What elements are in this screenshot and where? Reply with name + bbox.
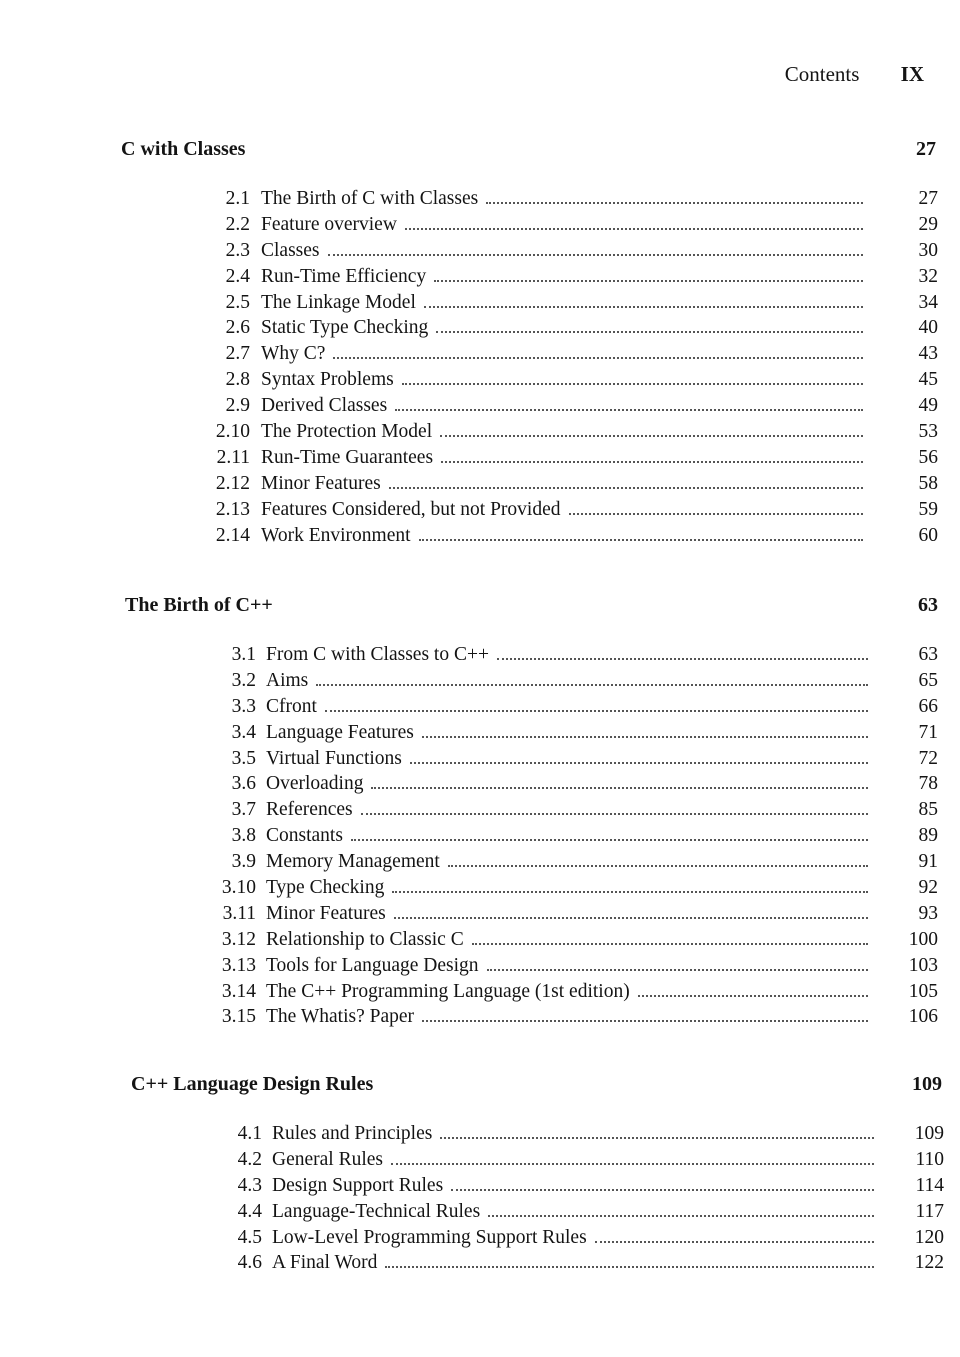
section-number: 2.7 xyxy=(225,343,250,365)
dot-leader xyxy=(441,460,863,463)
section-line xyxy=(266,748,872,770)
section-line xyxy=(261,266,867,288)
toc-entry xyxy=(0,981,960,1007)
toc-entry xyxy=(0,343,960,369)
section-title: Minor Features xyxy=(261,472,381,494)
section-title: The Birth of C with Classes xyxy=(261,188,479,209)
dot-leader xyxy=(440,434,863,437)
toc-entry xyxy=(0,1006,960,1032)
dot-leader xyxy=(436,330,863,333)
toc-entry xyxy=(0,188,960,214)
toc-entry xyxy=(0,748,960,774)
section-page: 117 xyxy=(915,1200,944,1222)
section-number: 2.2 xyxy=(225,213,250,235)
section-title: Static Type Checking xyxy=(261,317,429,339)
section-line xyxy=(261,214,867,236)
section-page: 72 xyxy=(918,747,938,769)
chapter-page: 63 xyxy=(918,594,938,616)
toc-entry xyxy=(0,266,960,292)
section-line xyxy=(266,696,872,718)
section-title: Features Considered, but not Provided xyxy=(261,498,561,520)
toc-entry xyxy=(0,722,960,748)
section-line xyxy=(261,525,867,547)
section-page: 43 xyxy=(918,343,938,365)
chapter-title: The Birth of C++ xyxy=(125,594,273,616)
section-number: 2.14 xyxy=(215,524,250,546)
section-line xyxy=(261,292,867,314)
section-title: A Final Word xyxy=(272,1252,378,1274)
section-number: 3.5 xyxy=(231,747,256,769)
section-line xyxy=(261,188,867,210)
section-number: 2.11 xyxy=(216,446,250,468)
section-line xyxy=(261,499,867,521)
section-line xyxy=(266,1006,872,1028)
toc-entry xyxy=(0,696,960,722)
section-number: 3.2 xyxy=(231,669,256,691)
toc-entry xyxy=(0,644,960,670)
toc-entry xyxy=(0,317,960,343)
chapter-heading xyxy=(0,1073,960,1103)
running-header-title: Contents xyxy=(784,62,860,86)
toc-entry xyxy=(0,1201,960,1227)
section-line xyxy=(261,317,867,339)
section-title: Feature overview xyxy=(261,213,397,235)
toc-entry xyxy=(0,903,960,929)
dot-leader xyxy=(422,735,868,738)
dot-leader xyxy=(595,1240,874,1243)
toc-entry xyxy=(0,929,960,955)
section-number: 3.3 xyxy=(231,695,256,717)
section-title: Relationship to Classic C xyxy=(266,928,464,950)
section-page: 120 xyxy=(914,1226,944,1248)
chapter-page: 27 xyxy=(916,138,936,160)
section-list xyxy=(0,188,960,550)
toc-entry xyxy=(0,214,960,240)
dot-leader xyxy=(394,916,868,919)
dot-leader xyxy=(638,994,868,997)
section-number: 3.9 xyxy=(231,851,256,873)
section-page: 92 xyxy=(918,877,938,899)
section-number: 4.2 xyxy=(237,1148,262,1170)
section-line xyxy=(266,877,872,899)
toc-entry xyxy=(0,369,960,395)
dot-leader xyxy=(472,942,868,945)
chapter-2 xyxy=(0,138,960,550)
section-number: 3.15 xyxy=(221,1006,256,1028)
section-title: Type Checking xyxy=(266,877,385,899)
section-page: 60 xyxy=(918,524,938,546)
toc-entry xyxy=(0,955,960,981)
section-line xyxy=(261,421,867,443)
section-title: References xyxy=(266,799,353,821)
section-title: The Linkage Model xyxy=(261,291,416,313)
dot-leader xyxy=(451,1188,874,1191)
section-line xyxy=(266,773,872,795)
section-number: 2.1 xyxy=(225,188,250,209)
section-title: Constants xyxy=(266,825,343,847)
section-number: 4.3 xyxy=(237,1174,262,1196)
section-number: 3.12 xyxy=(221,928,256,950)
section-page: 106 xyxy=(908,1006,938,1028)
section-number: 3.10 xyxy=(221,877,256,899)
section-number: 4.1 xyxy=(237,1123,262,1144)
section-line xyxy=(266,955,872,977)
section-line xyxy=(272,1149,878,1171)
section-title: Derived Classes xyxy=(261,395,388,417)
dot-leader xyxy=(405,227,863,230)
section-page: 29 xyxy=(918,213,938,235)
toc-entry xyxy=(0,799,960,825)
section-number: 2.13 xyxy=(215,498,250,520)
chapter-heading xyxy=(0,138,960,168)
running-header-page-number: IX xyxy=(900,62,924,86)
toc-entry xyxy=(0,877,960,903)
section-number: 4.4 xyxy=(237,1200,262,1222)
section-line xyxy=(272,1175,878,1197)
section-number: 3.13 xyxy=(221,954,256,976)
section-title: Overloading xyxy=(266,773,364,795)
dot-leader xyxy=(448,864,868,867)
section-title: General Rules xyxy=(272,1148,384,1170)
section-title: The C++ Programming Language (1st edition) xyxy=(266,980,630,1002)
section-page: 100 xyxy=(908,928,938,950)
toc-entry xyxy=(0,292,960,318)
section-title: From C with Classes to C++ xyxy=(266,644,489,665)
section-title: Rules and Principles xyxy=(272,1123,433,1144)
toc-entry xyxy=(0,447,960,473)
section-page: 110 xyxy=(915,1148,944,1170)
section-page: 63 xyxy=(918,644,938,665)
section-line xyxy=(272,1252,878,1274)
section-line xyxy=(266,851,872,873)
section-page: 122 xyxy=(914,1252,944,1274)
section-number: 2.4 xyxy=(225,265,250,287)
section-line xyxy=(261,343,867,365)
dot-leader xyxy=(486,201,863,204)
toc-entry xyxy=(0,395,960,421)
toc-entry xyxy=(0,473,960,499)
section-number: 2.12 xyxy=(215,472,250,494)
toc-entry xyxy=(0,1175,960,1201)
section-title: Language-Technical Rules xyxy=(272,1200,481,1222)
section-title: Tools for Language Design xyxy=(266,954,479,976)
section-page: 56 xyxy=(918,446,938,468)
section-line xyxy=(261,395,867,417)
section-list xyxy=(0,644,960,1032)
chapter-page: 109 xyxy=(912,1073,942,1095)
section-title: Work Environment xyxy=(261,524,411,546)
section-title: Design Support Rules xyxy=(272,1174,444,1196)
section-line xyxy=(261,473,867,495)
dot-leader xyxy=(395,408,863,411)
section-number: 3.11 xyxy=(222,902,256,924)
dot-leader xyxy=(328,253,864,256)
section-line xyxy=(266,903,872,925)
dot-leader xyxy=(392,890,868,893)
section-page: 66 xyxy=(918,695,938,717)
dot-leader xyxy=(361,812,868,815)
section-line xyxy=(272,1123,878,1145)
toc-entry xyxy=(0,1252,960,1278)
section-page: 45 xyxy=(918,369,938,391)
section-number: 3.8 xyxy=(231,825,256,847)
dot-leader xyxy=(488,1214,874,1217)
section-title: Run-Time Efficiency xyxy=(261,265,427,287)
section-number: 2.8 xyxy=(225,369,250,391)
toc-entry xyxy=(0,670,960,696)
section-page: 32 xyxy=(918,265,938,287)
section-title: Low-Level Programming Support Rules xyxy=(272,1226,587,1248)
section-title: Language Features xyxy=(266,721,414,743)
section-line xyxy=(266,981,872,1003)
section-page: 85 xyxy=(918,799,938,821)
section-line xyxy=(266,722,872,744)
running-header xyxy=(785,62,924,87)
toc-entry xyxy=(0,499,960,525)
section-title: Minor Features xyxy=(266,902,386,924)
section-number: 2.5 xyxy=(225,291,250,313)
dot-leader xyxy=(391,1162,874,1165)
section-title: Classes xyxy=(261,239,320,261)
section-title: Why C? xyxy=(261,343,326,365)
section-number: 3.1 xyxy=(231,644,256,665)
section-line xyxy=(266,929,872,951)
section-line xyxy=(261,369,867,391)
section-page: 91 xyxy=(918,851,938,873)
section-number: 2.10 xyxy=(215,421,250,443)
section-page: 58 xyxy=(918,472,938,494)
toc-entry xyxy=(0,1149,960,1175)
section-page: 53 xyxy=(918,421,938,443)
dot-leader xyxy=(434,279,863,282)
dot-leader xyxy=(422,1019,868,1022)
dot-leader xyxy=(497,657,868,660)
toc-entry xyxy=(0,525,960,551)
section-page: 105 xyxy=(908,980,938,1002)
toc-entry xyxy=(0,825,960,851)
dot-leader xyxy=(351,838,868,841)
chapter-title: C++ Language Design Rules xyxy=(131,1073,374,1095)
dot-leader xyxy=(385,1265,874,1268)
section-title: Aims xyxy=(266,669,309,691)
section-title: Cfront xyxy=(266,695,317,717)
section-number: 4.5 xyxy=(237,1226,262,1248)
section-page: 49 xyxy=(918,395,938,417)
chapter-3 xyxy=(0,594,960,1032)
section-page: 114 xyxy=(915,1174,944,1196)
toc-entry xyxy=(0,851,960,877)
section-page: 59 xyxy=(918,498,938,520)
toc-entry xyxy=(0,421,960,447)
section-page: 89 xyxy=(918,825,938,847)
dot-leader xyxy=(325,709,868,712)
section-number: 2.6 xyxy=(225,317,250,339)
section-page: 109 xyxy=(914,1123,944,1144)
toc-entry xyxy=(0,1123,960,1149)
section-number: 3.4 xyxy=(231,721,256,743)
dot-leader xyxy=(316,683,868,686)
dot-leader xyxy=(440,1136,874,1139)
chapter-heading xyxy=(0,594,960,624)
section-line xyxy=(266,799,872,821)
section-number: 4.6 xyxy=(237,1252,262,1274)
section-line xyxy=(272,1201,878,1223)
dot-leader xyxy=(402,382,863,385)
section-page: 30 xyxy=(918,239,938,261)
section-page: 34 xyxy=(918,291,938,313)
section-number: 2.9 xyxy=(225,395,250,417)
section-number: 2.3 xyxy=(225,239,250,261)
section-number: 3.7 xyxy=(231,799,256,821)
section-number: 3.14 xyxy=(221,980,256,1002)
section-line xyxy=(261,240,867,262)
section-line xyxy=(266,825,872,847)
dot-leader xyxy=(389,486,863,489)
section-title: Memory Management xyxy=(266,851,440,873)
section-title: Virtual Functions xyxy=(266,747,402,769)
dot-leader xyxy=(419,538,863,541)
section-page: 65 xyxy=(918,669,938,691)
section-page: 27 xyxy=(918,188,938,209)
chapter-title: C with Classes xyxy=(121,138,246,160)
dot-leader xyxy=(487,968,868,971)
dot-leader xyxy=(333,356,863,359)
section-title: The Protection Model xyxy=(261,421,433,443)
dot-leader xyxy=(569,512,864,515)
section-line xyxy=(272,1227,878,1249)
chapter-4 xyxy=(0,1073,960,1278)
section-page: 93 xyxy=(918,902,938,924)
section-line xyxy=(266,670,872,692)
dot-leader xyxy=(424,305,863,308)
dot-leader xyxy=(371,786,868,789)
section-page: 103 xyxy=(908,954,938,976)
section-number: 3.6 xyxy=(231,773,256,795)
section-line xyxy=(266,644,872,666)
section-line xyxy=(261,447,867,469)
section-page: 71 xyxy=(918,721,938,743)
toc-entry xyxy=(0,773,960,799)
section-page: 40 xyxy=(918,317,938,339)
toc-entry xyxy=(0,240,960,266)
toc-entry xyxy=(0,1227,960,1253)
section-title: Syntax Problems xyxy=(261,369,394,391)
section-page: 78 xyxy=(918,773,938,795)
section-title: The Whatis? Paper xyxy=(266,1006,415,1028)
section-title: Run-Time Guarantees xyxy=(261,446,434,468)
section-list xyxy=(0,1123,960,1278)
dot-leader xyxy=(410,761,868,764)
